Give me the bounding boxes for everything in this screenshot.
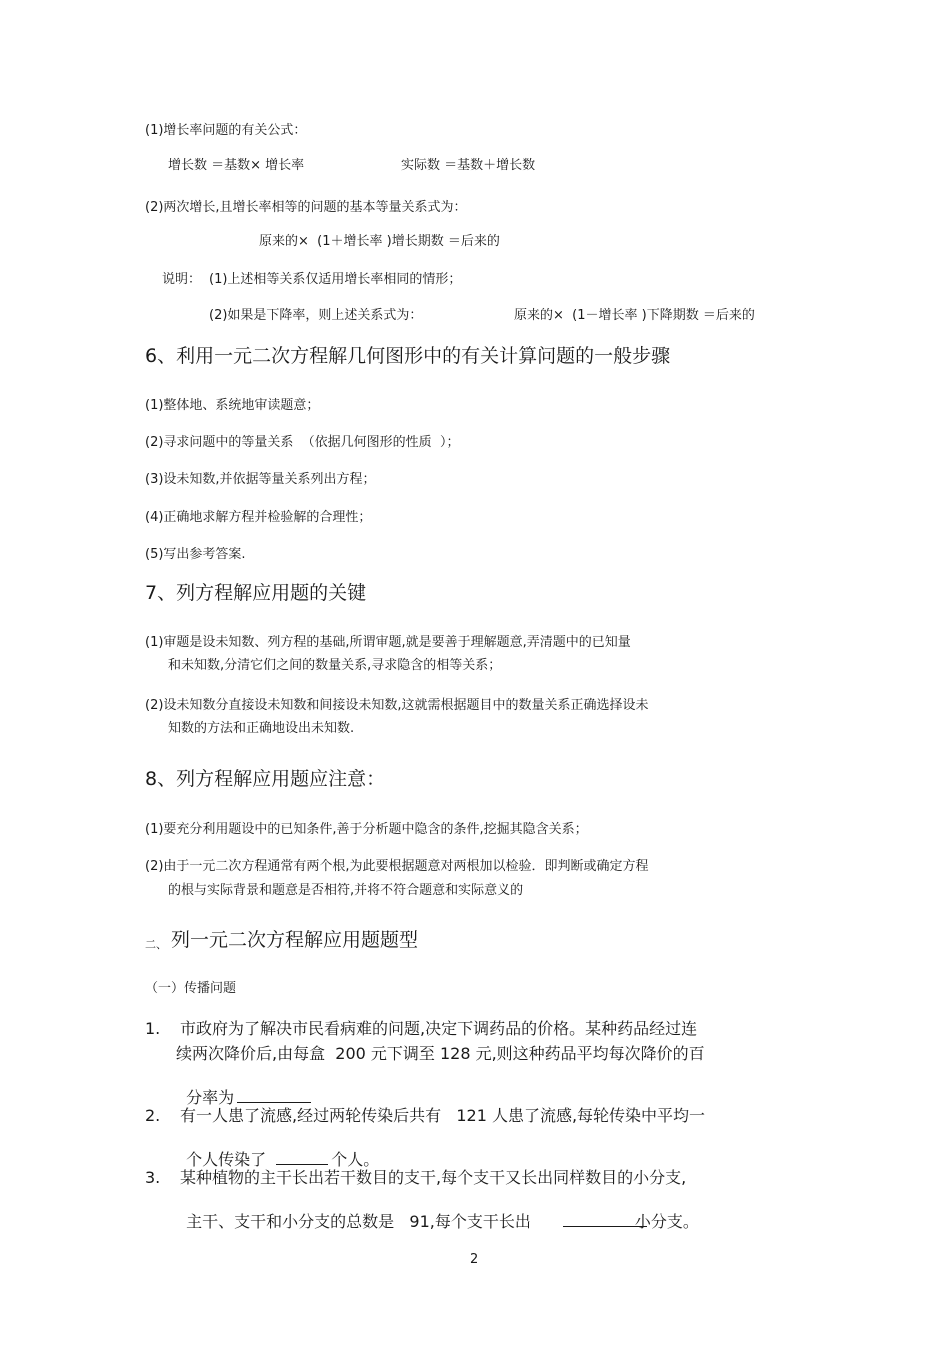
problem-2-answer-suffix: 个人。 <box>331 1150 380 1170</box>
problem-1-line-3 <box>176 1069 314 1107</box>
formula-growth: 增长数 ＝基数× 增长率 <box>168 158 305 173</box>
problem-number: 2. <box>145 1106 161 1125</box>
problem-3-answer-label: 主干、支干和小分支的总数是 91,每个支干长出 <box>186 1212 531 1232</box>
problem-1-answer-label: 分率为 <box>186 1088 235 1108</box>
problem-2-line-1: 有一人患了流感,经过两轮传染后共有 121 人患了流感,每轮传染中平均一 <box>180 1106 706 1125</box>
subsection-heading: （一）传播问题 <box>145 981 237 996</box>
step-item: (3)设未知数,并依据等量关系列出方程； <box>145 472 376 487</box>
key-point-1-cont: 和未知数,分清它们之间的数量关系,寻求隐含的相等关系； <box>168 658 502 673</box>
note-label: 说明： <box>162 272 202 287</box>
problem-3-line-2 <box>176 1193 699 1231</box>
two-growth-intro: (2)两次增长,且增长率相等的问题的基本等量关系式为： <box>145 200 467 215</box>
formula-actual: 实际数 ＝基数＋增长数 <box>401 158 536 173</box>
step-item: (4)正确地求解方程并检验解的合理性； <box>145 510 372 525</box>
problem-number: 3. <box>145 1168 161 1187</box>
formula-intro: (1)增长率问题的有关公式： <box>145 123 307 138</box>
caution-1: (1)要充分利用题设中的已知条件,善于分析题中隐含的条件,挖掘其隐含关系； <box>145 822 588 837</box>
part-2-heading: 列一元二次方程解应用题题型 <box>171 929 419 951</box>
problem-2-answer-label: 个人传染了 <box>186 1150 267 1170</box>
formula-decline: 原来的× (1－增长率 )下降期数 ＝后来的 <box>514 308 755 323</box>
problem-1-line-1: 市政府为了解决市民看病难的问题,决定下调药品的价格。某种药品经过连 <box>180 1019 698 1038</box>
key-point-2-cont: 知数的方法和正确地设出未知数. <box>168 721 355 736</box>
problem-number: 1. <box>145 1019 161 1038</box>
problem-1-line-2: 续两次降价后,由每盒 200 元下调至 128 元,则这种药品平均每次降价的百 <box>176 1044 705 1063</box>
key-point-1: (1)审题是设未知数、列方程的基础,所谓审题,就是要善于理解题意,弄清题中的已知量 <box>145 635 631 650</box>
step-item: (5)写出参考答案. <box>145 547 246 562</box>
step-item: (1)整体地、系统地审读题意； <box>145 398 320 413</box>
step-item: (2)寻求问题中的等量关系 （依据几何图形的性质 ）； <box>145 435 460 450</box>
part-2-prefix: 二、 <box>145 938 167 951</box>
caution-2-cont: 的根与实际背景和题意是否相符,并将不符合题意和实际意义的 <box>168 883 524 898</box>
formula-two-growth: 原来的× (1＋增长率 )增长期数 ＝后来的 <box>259 234 500 249</box>
section-6-heading: 6、利用一元二次方程解几何图形中的有关计算问题的一般步骤 <box>145 345 671 367</box>
note-1: (1)上述相等关系仅适用增长率相同的情形； <box>209 272 462 287</box>
key-point-2: (2)设未知数分直接设未知数和间接设未知数,这就需根据题目中的数量关系正确选择设未 <box>145 698 649 713</box>
section-8-heading: 8、列方程解应用题应注意： <box>145 768 386 790</box>
problem-3-answer-suffix: 小分支。 <box>634 1212 699 1232</box>
answer-blank[interactable] <box>237 1088 311 1103</box>
problem-2-line-2 <box>176 1131 379 1169</box>
caution-2: (2)由于一元二次方程通常有两个根,为此要根据题意对两根加以检验．即判断或确定方程 <box>145 859 649 874</box>
section-7-heading: 7、列方程解应用题的关键 <box>145 582 367 604</box>
problem-3-line-1: 某种植物的主干长出若干数目的支干,每个支干又长出同样数目的小分支, <box>180 1168 687 1187</box>
page-number: 2 <box>470 1252 479 1267</box>
answer-blank[interactable] <box>276 1150 328 1165</box>
note-2: (2)如果是下降率，则上述关系式为： <box>209 308 423 323</box>
